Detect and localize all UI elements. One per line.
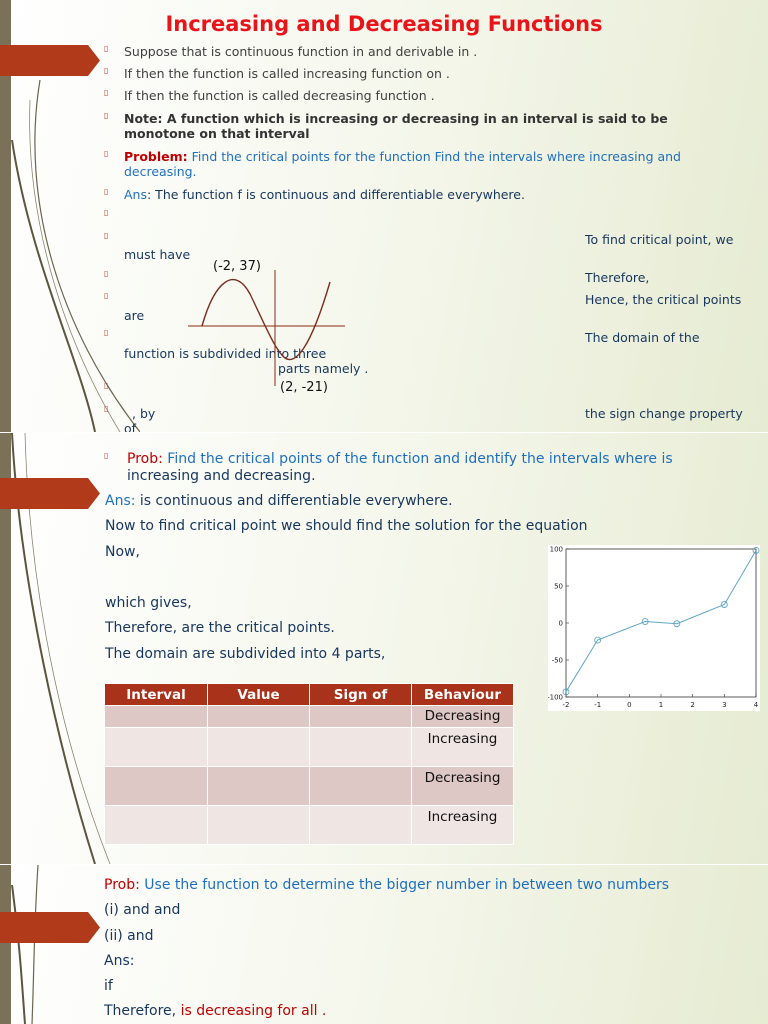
header-behaviour: Behaviour bbox=[412, 684, 514, 706]
header-value: Value bbox=[208, 684, 310, 706]
behaviour-cell: Increasing bbox=[412, 728, 514, 767]
y-tick-label: 50 bbox=[554, 582, 563, 591]
table-cell bbox=[310, 728, 412, 767]
answer-line bbox=[124, 187, 525, 202]
prob-label: Prob: bbox=[104, 877, 140, 893]
text-line: Therefore, are the critical points. bbox=[105, 620, 335, 636]
max-point-label: (-2, 37) bbox=[213, 259, 261, 274]
bullet-icon: ▯ bbox=[104, 187, 109, 196]
bullet-icon: ▯ bbox=[104, 208, 109, 217]
table-row bbox=[105, 767, 514, 806]
bullet-icon: ▯ bbox=[104, 149, 109, 158]
text-line: Now, bbox=[105, 544, 140, 560]
text-line: (ii) and bbox=[104, 928, 154, 944]
table-row bbox=[105, 806, 514, 845]
text-line: If then the function is called decreasing function . bbox=[124, 88, 435, 103]
ans-text: is continuous and differentiable everywhere. bbox=[135, 493, 453, 509]
table-cell bbox=[105, 806, 208, 845]
bullet-icon: ▯ bbox=[104, 381, 109, 390]
bullet-icon: ▯ bbox=[104, 231, 109, 240]
table-cell bbox=[310, 806, 412, 845]
x-tick-label: -1 bbox=[594, 701, 602, 709]
text-line: the sign change property bbox=[585, 406, 743, 421]
table-cell bbox=[105, 728, 208, 767]
table-row bbox=[105, 706, 514, 728]
prob-line bbox=[127, 451, 673, 468]
bullet-icon: ▯ bbox=[104, 269, 109, 278]
table-cell bbox=[105, 706, 208, 728]
prob-label: Prob: bbox=[127, 451, 163, 467]
table-cell bbox=[208, 767, 310, 806]
header-sign: Sign of bbox=[310, 684, 412, 706]
bullet-icon: ▯ bbox=[104, 88, 109, 97]
table-row bbox=[105, 728, 514, 767]
table-cell bbox=[310, 706, 412, 728]
prob-text: Use the function to determine the bigger number in between two numbers bbox=[144, 877, 670, 893]
x-tick-label: 2 bbox=[690, 701, 695, 709]
y-tick-label: -50 bbox=[551, 656, 563, 665]
y-tick-label: 100 bbox=[549, 545, 563, 554]
ans-label: Ans bbox=[124, 187, 147, 202]
series-line bbox=[566, 550, 756, 691]
ans-label: Ans: bbox=[105, 493, 136, 509]
text-line: The domain are subdivided into 4 parts, bbox=[105, 646, 386, 662]
text-line: of bbox=[124, 421, 137, 432]
text-line: must have bbox=[124, 247, 191, 262]
behaviour-cell: Decreasing bbox=[412, 767, 514, 806]
text-line: To find critical point, we bbox=[585, 232, 734, 247]
x-tick-label: -2 bbox=[562, 701, 570, 709]
bullet-icon: ▯ bbox=[104, 291, 109, 300]
bullet-icon: ▯ bbox=[104, 451, 109, 460]
ans-text: : The function f is continuous and differentiable everywhere. bbox=[147, 187, 525, 202]
text-line: parts namely . bbox=[278, 361, 369, 376]
slide-1 bbox=[0, 0, 768, 432]
behaviour-table bbox=[104, 683, 514, 845]
cubic-sketch bbox=[180, 270, 350, 390]
text-line: which gives, bbox=[105, 595, 192, 611]
prob-text-cont: increasing and decreasing. bbox=[127, 468, 316, 484]
text-line: Hence, the critical points bbox=[585, 292, 742, 307]
bullet-icon: ▯ bbox=[104, 44, 109, 53]
bullet-icon: ▯ bbox=[104, 66, 109, 75]
y-tick-label: 0 bbox=[558, 619, 563, 628]
therefore-text: Therefore, bbox=[104, 1003, 181, 1019]
behaviour-cell: Increasing bbox=[412, 806, 514, 845]
min-point-label: (2, -21) bbox=[280, 380, 328, 395]
arrow-marker bbox=[0, 45, 100, 76]
answer-line bbox=[105, 493, 453, 510]
bullet-icon: ▯ bbox=[104, 328, 109, 337]
text-line: are bbox=[124, 308, 145, 323]
note-text: Note: A function which is increasing or decreasing in an interval is said to be monotone on that interval bbox=[124, 111, 668, 141]
arrow-marker bbox=[0, 912, 100, 943]
arrow-marker bbox=[0, 478, 100, 509]
table-cell bbox=[105, 767, 208, 806]
text-line: Therefore, bbox=[585, 270, 650, 285]
behaviour-cell: Decreasing bbox=[412, 706, 514, 728]
bullet-icon: ▯ bbox=[104, 111, 109, 120]
x-tick-label: 0 bbox=[627, 701, 632, 709]
table-cell bbox=[208, 806, 310, 845]
text-line: function is subdivided into three bbox=[124, 346, 327, 361]
decreasing-text: is decreasing for all . bbox=[180, 1003, 327, 1019]
plot-container bbox=[548, 545, 760, 711]
slide-3 bbox=[0, 865, 768, 1024]
text-line: If then the function is called increasing function on . bbox=[124, 66, 450, 81]
text-line: Now to find critical point we should find the solution for the equation bbox=[105, 518, 588, 534]
x-tick-label: 3 bbox=[722, 701, 727, 709]
y-tick-label: -100 bbox=[548, 693, 563, 702]
text-line: , by bbox=[132, 406, 156, 421]
problem-text: Find the critical points for the function Find the intervals where increasing and decreasing. bbox=[124, 149, 681, 179]
text-line bbox=[104, 1003, 326, 1020]
x-tick-label: 1 bbox=[658, 701, 664, 709]
page-title: Increasing and Decreasing Functions bbox=[165, 12, 603, 36]
text-line: if bbox=[104, 978, 113, 994]
text-line: Suppose that is continuous function in and derivable in . bbox=[124, 44, 478, 59]
cubic-curve bbox=[202, 280, 330, 360]
table-cell bbox=[208, 728, 310, 767]
x-tick-label: 4 bbox=[753, 701, 759, 709]
table-header-row bbox=[105, 684, 514, 706]
header-interval: Interval bbox=[105, 684, 208, 706]
problem-label: Problem: bbox=[124, 149, 188, 164]
table-cell bbox=[208, 706, 310, 728]
prob-text: Find the critical points of the function and identify the intervals where is bbox=[167, 451, 673, 467]
text-line: Ans: bbox=[104, 953, 135, 969]
problem-line bbox=[124, 149, 714, 179]
prob-line bbox=[104, 877, 669, 894]
bullet-icon: ▯ bbox=[104, 404, 109, 413]
text-line: (i) and and bbox=[104, 902, 181, 918]
text-line: The domain of the bbox=[585, 330, 700, 345]
table-cell bbox=[310, 767, 412, 806]
line-plot bbox=[548, 545, 760, 711]
